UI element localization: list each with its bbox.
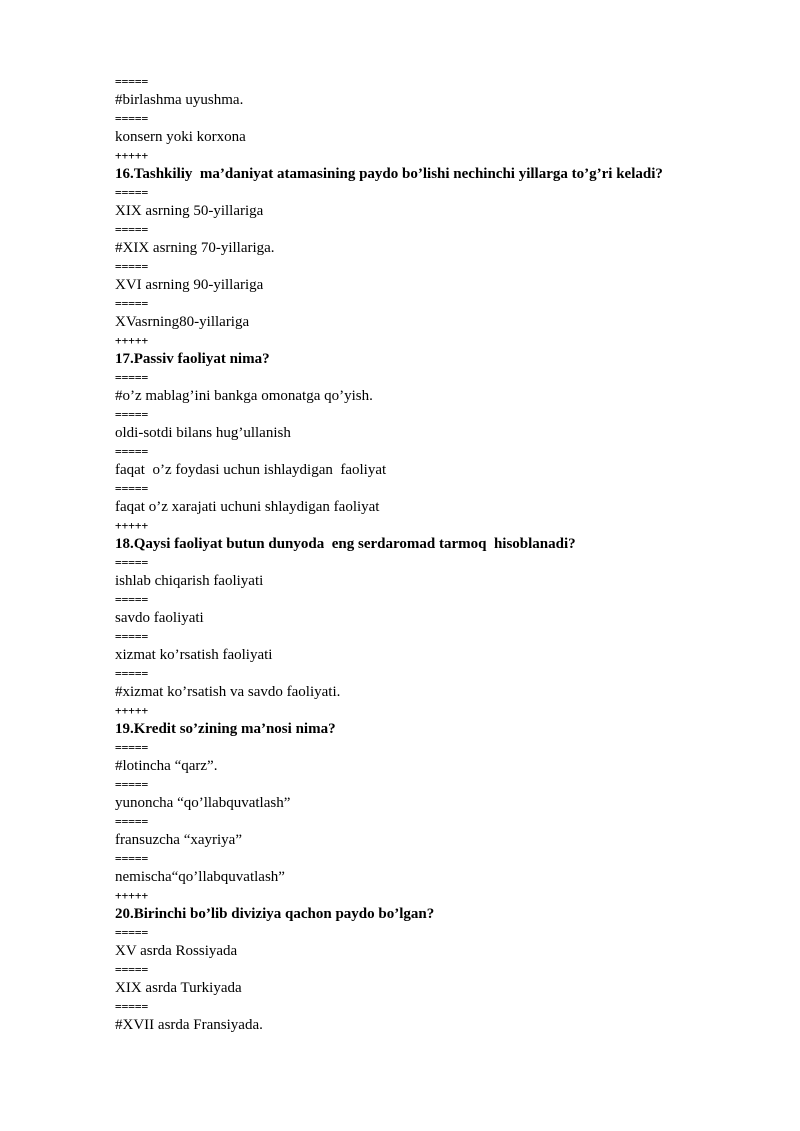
document-body <box>115 75 735 1037</box>
answer-option: fransuzcha “xayriya” <box>115 832 243 848</box>
question-separator: +++++ <box>115 704 149 717</box>
answer-option: #xizmat ko’rsatish va savdo faoliyati. <box>115 684 341 700</box>
question-heading: 20.Birinchi bo’lib diviziya qachon paydo bo’lgan? <box>115 906 435 922</box>
question-separator: +++++ <box>115 889 149 902</box>
answer-option: XV asrda Rossiyada <box>115 943 238 959</box>
answer-option: XVasrning80-yillariga <box>115 314 250 330</box>
question-heading: 18.Qaysi faoliyat butun dunyoda eng serdaromad tarmoq hisoblanadi? <box>115 536 576 552</box>
option-separator: ===== <box>115 963 149 976</box>
answer-option: XIX asrda Turkiyada <box>115 980 242 996</box>
answer-option: faqat o’z foydasi uchun ishlaydigan faoliyat <box>115 462 387 478</box>
option-separator: ===== <box>115 371 149 384</box>
answer-option: #birlashma uyushma. <box>115 92 244 108</box>
option-separator: ===== <box>115 667 149 680</box>
option-separator: ===== <box>115 482 149 495</box>
option-separator: ===== <box>115 75 149 88</box>
option-separator: ===== <box>115 778 149 791</box>
option-separator: ===== <box>115 593 149 606</box>
answer-option: #lotincha “qarz”. <box>115 758 218 774</box>
option-separator: ===== <box>115 186 149 199</box>
question-separator: +++++ <box>115 149 149 162</box>
option-separator: ===== <box>115 260 149 273</box>
option-separator: ===== <box>115 445 149 458</box>
answer-option: oldi-sotdi bilans hug’ullanish <box>115 425 291 441</box>
question-heading: 16.Tashkiliy ma’daniyat atamasining paydo bo’lishi nechinchi yillarga to’g’ri keladi? <box>115 166 663 182</box>
answer-option: XIX asrning 50-yillariga <box>115 203 264 219</box>
option-separator: ===== <box>115 1000 149 1013</box>
answer-option: savdo faoliyati <box>115 610 204 626</box>
question-separator: +++++ <box>115 334 149 347</box>
answer-option: faqat o’z xarajati uchuni shlaydigan faoliyat <box>115 499 380 515</box>
answer-option: nemischa“qo’llabquvatlash” <box>115 869 285 885</box>
option-separator: ===== <box>115 297 149 310</box>
option-separator: ===== <box>115 112 149 125</box>
option-separator: ===== <box>115 926 149 939</box>
option-separator: ===== <box>115 556 149 569</box>
option-separator: ===== <box>115 408 149 421</box>
answer-option: xizmat ko’rsatish faoliyati <box>115 647 273 663</box>
answer-option: #o’z mablag’ini bankga omonatga qo’yish. <box>115 388 373 404</box>
question-separator: +++++ <box>115 519 149 532</box>
question-heading: 17.Passiv faoliyat nima? <box>115 351 270 367</box>
answer-option: XVI asrning 90-yillariga <box>115 277 264 293</box>
option-separator: ===== <box>115 741 149 754</box>
answer-option: ishlab chiqarish faoliyati <box>115 573 264 589</box>
answer-option: konsern yoki korxona <box>115 129 246 145</box>
option-separator: ===== <box>115 815 149 828</box>
answer-option: #XVII asrda Fransiyada. <box>115 1017 263 1033</box>
option-separator: ===== <box>115 630 149 643</box>
question-heading: 19.Kredit so’zining ma’nosi nima? <box>115 721 336 737</box>
option-separator: ===== <box>115 223 149 236</box>
option-separator: ===== <box>115 852 149 865</box>
answer-option: yunoncha “qo’llabquvatlash” <box>115 795 291 811</box>
answer-option: #XIX asrning 70-yillariga. <box>115 240 275 256</box>
